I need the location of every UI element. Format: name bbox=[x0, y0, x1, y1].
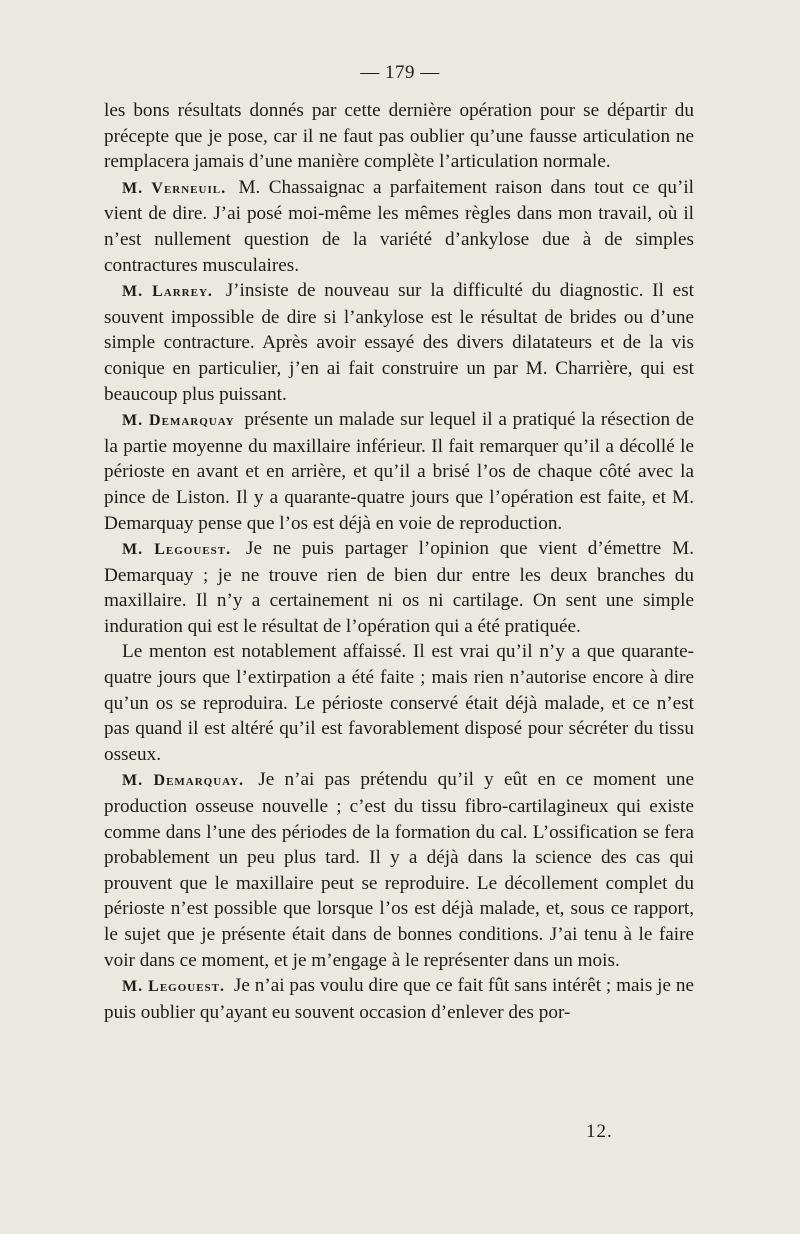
paragraph-text: présente un malade sur lequel il a pratiqué la résection de la partie moyenne du maxillaire inférieur. Il fait remarquer qu’il a décollé le périoste en avant et en arrière, et qu’il a brisé l’os de chaque côté avec la pince de Liston. Il y a quarante-quatre jours que l’opération est faite, et M. Demarquay pense que l’os est déjà en voie de reproduction. bbox=[104, 409, 694, 534]
speaker-name: M. Demarquay bbox=[122, 412, 235, 430]
speaker-name: M. Legouest. bbox=[122, 541, 232, 559]
paragraph-text: J’insiste de nouveau sur la difficulté du diagnostic. Il est souvent impossible de dire si l’ankylose est le résultat de brides ou d’une simple contracture. Après avoir essayé des divers dilatateurs et de la vis conique en particulier, j’en ai fait construire un par M. Charrière, qui est beaucoup plus puissant. bbox=[104, 280, 694, 405]
page-number: — 179 — bbox=[360, 62, 440, 83]
paragraph-text: Je ne puis partager l’opinion que vient d’émettre M. Demarquay ; je ne trouve rien de bien dur entre les deux branches du maxillaire. Il n’y a certainement ni os ni cartilage. On sent une simple induration qui est le résultat de l’opération qui a été pratiquée. bbox=[104, 538, 694, 637]
speaker-name: M. Larrey. bbox=[122, 283, 213, 301]
signature-mark: 12. bbox=[586, 1121, 613, 1142]
paragraph-text: les bons résultats donnés par cette dernière opération pour se départir du précepte que je pose, car il ne faut pas oublier qu’une fausse articulation ne remplacera jamais d’une manière complète l’articulation normale. bbox=[104, 100, 694, 173]
paragraph-7 bbox=[104, 767, 694, 973]
paragraph-2 bbox=[104, 175, 694, 278]
paragraph-text: Je n’ai pas voulu dire que ce fait fût sans intérêt ; mais je ne puis oublier qu’ayant eu souvent occasion d’enlever des por- bbox=[104, 975, 694, 1023]
paragraph-1 bbox=[104, 98, 694, 175]
paragraph-4 bbox=[104, 407, 694, 536]
speaker-name: M. Legouest. bbox=[122, 978, 226, 996]
paragraph-text: M. Chassaignac a parfaitement raison dans tout ce qu’il vient de dire. J’ai posé moi-même les mêmes règles dans mon travail, où il n’est nullement question de la variété d’ankylose due à de simples contractures musculaires. bbox=[104, 176, 695, 276]
paragraph-text: Le menton est notablement affaissé. Il est vrai qu’il n’y a que quarante-quatre jours que l’extirpation a été faite ; mais rien n’autorise encore à dire qu’un os se reproduira. Le périoste conservé était déjà malade, et ce n’est pas quand il est altéré qu’il est favorablement disposé pour sécréter du tissu osseux. bbox=[104, 641, 694, 765]
paragraph-5 bbox=[104, 536, 694, 639]
paragraph-6 bbox=[104, 639, 694, 767]
speaker-name: M. Demarquay. bbox=[122, 772, 245, 790]
paragraph-8 bbox=[104, 973, 694, 1025]
paragraph-3 bbox=[104, 278, 694, 407]
speaker-name: M. Verneuil. bbox=[122, 179, 227, 197]
body-text bbox=[104, 98, 694, 1025]
paragraph-text: Je n’ai pas prétendu qu’il y eût en ce moment une production osseuse nouvelle ; c’est du tissu fibro-cartilagineux qui existe comme dans l’une des périodes de la formation du cal. L’ossification se fera probablement un peu plus tard. Il y a déjà dans la science des cas qui prouvent que le maxillaire peut se reproduire. Le décollement complet du périoste n’est possible que lorsque l’os est déjà malade, et, sous ce rapport, le sujet que je présente était dans de bonnes conditions. J’ai tenu à le faire voir dans ce moment, et je m’engage à le représenter dans un mois. bbox=[104, 769, 694, 971]
